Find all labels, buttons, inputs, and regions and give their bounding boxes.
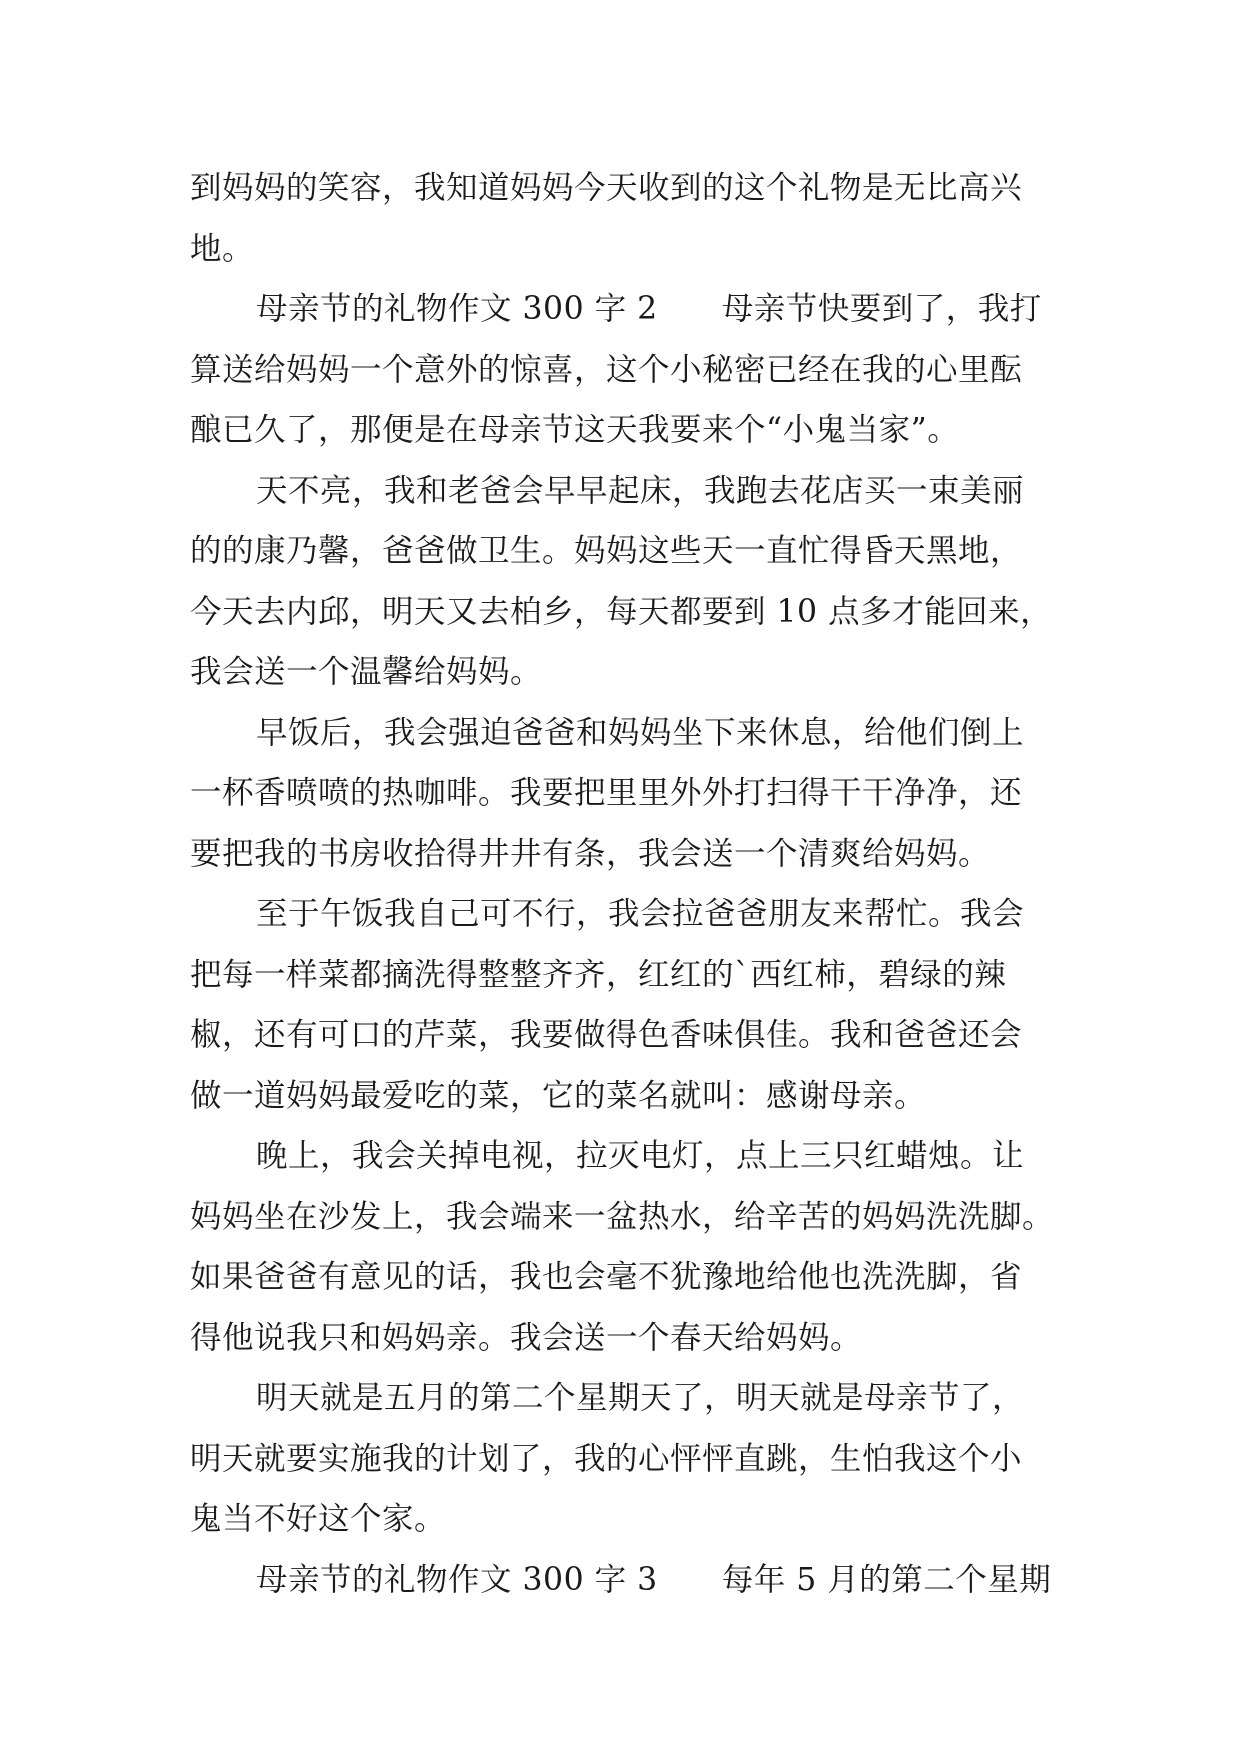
text-line: 到妈妈的笑容，我知道妈妈今天收到的这个礼物是无比高兴 — [190, 170, 1023, 206]
text-line: 早饭后，我会强迫爸爸和妈妈坐下来休息，给他们倒上 — [256, 714, 1025, 751]
text-line: 算送给妈妈一个意外的惊喜，这个小秘密已经在我的心里酝 — [190, 351, 1023, 388]
text-line: 得他说我只和妈妈亲。我会送一个春天给妈妈。 — [190, 1319, 863, 1356]
text-line: 妈妈坐在沙发上，我会端来一盆热水，给辛苦的妈妈洗洗脚。 — [190, 1198, 1055, 1235]
text-line: 明天就要实施我的计划了，我的心怦怦直跳，生怕我这个小 — [190, 1440, 1023, 1477]
text-line: 至于午饭我自己可不行，我会拉爸爸朋友来帮忙。我会 — [256, 896, 1025, 932]
text-line: 的的康乃馨，爸爸做卫生。妈妈这些天一直忙得昏天黑地， — [190, 533, 1023, 569]
text-line: 天不亮，我和老爸会早早起床，我跑去花店买一束美丽 — [256, 472, 1025, 509]
text-line: 母亲节的礼物作文 300 字 2 母亲节快要到了，我打 — [256, 291, 1042, 327]
essay-body — [190, 158, 1055, 1610]
text-line: 晚上，我会关掉电视，拉灭电灯，点上三只红蜡烛。让 — [256, 1138, 1025, 1174]
text-line: 要把我的书房收拾得井井有条，我会送一个清爽给妈妈。 — [190, 835, 991, 872]
text-line: 一杯香喷喷的热咖啡。我要把里里外外打扫得干干净净，还 — [190, 775, 1023, 811]
text-line: 今天去内邱，明天又去柏乡，每天都要到 10 点多才能回来， — [190, 593, 1053, 630]
text-line: 明天就是五月的第二个星期天了，明天就是母亲节了， — [256, 1380, 1025, 1416]
text-line: 酿已久了，那便是在母亲节这天我要来个“小鬼当家”。 — [190, 412, 960, 448]
text-line: 地。 — [190, 230, 255, 267]
text-line: 把每一样菜都摘洗得整整齐齐，红红的`西红柿，碧绿的辣 — [190, 956, 1007, 993]
text-line: 我会送一个温馨给妈妈。 — [190, 654, 543, 690]
text-line: 做一道妈妈最爱吃的菜，它的菜名就叫：感谢母亲。 — [190, 1077, 927, 1114]
text-line: 椒，还有可口的芹菜，我要做得色香味俱佳。我和爸爸还会 — [190, 1017, 1023, 1053]
text-line: 如果爸爸有意见的话，我也会毫不犹豫地给他也洗洗脚，省 — [190, 1259, 1023, 1295]
text-line: 母亲节的礼物作文 300 字 3 每年 5 月的第二个星期 — [256, 1561, 1052, 1598]
text-line: 鬼当不好这个家。 — [190, 1501, 447, 1537]
